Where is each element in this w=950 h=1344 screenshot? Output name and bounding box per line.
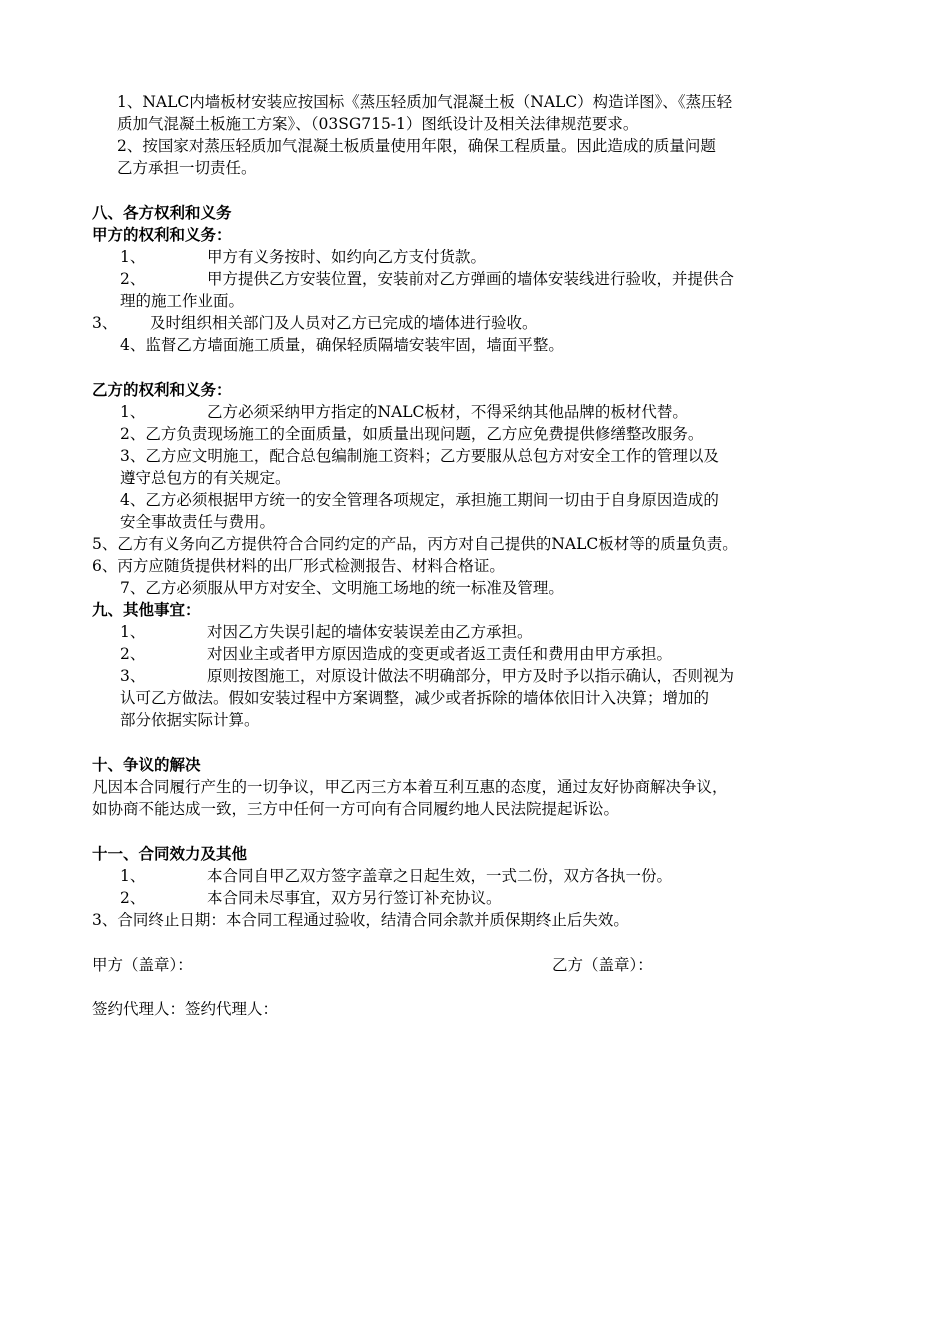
validity-item-1-number: 1、 [120,867,146,885]
other-item-2-number: 2、 [120,645,146,663]
party-a-item-3-number: 3、 [92,314,118,332]
party-b-item-4-continuation: 安全事故责任与费用。 [120,513,276,531]
other-item-3-text: 原则按图施工，对原设计做法不明确部分，甲方及时予以指示确认，否则视为 [207,667,735,685]
validity-item-2-text: 本合同未尽事宜，双方另行签订补充协议。 [207,889,502,907]
party-b-item-7: 7、乙方必须服从甲方对安全、文明施工场地的统一标准及管理。 [120,579,564,597]
other-item-2-text: 对因业主或者甲方原因造成的变更或者返工责任和费用由甲方承担。 [207,645,673,663]
party-a-seal-label: 甲方（盖章）： [92,956,193,974]
signing-agents-label: 签约代理人：签约代理人： [92,1000,279,1018]
dispute-paragraph-line-1: 凡因本合同履行产生的一切争议，甲乙丙三方本着互利互惠的态度，通过友好协商解决争议， [92,778,728,796]
section-8-heading: 八、各方权利和义务 [92,204,232,222]
party-a-item-2-text: 甲方提供乙方安装位置，安装前对乙方弹画的墙体安装线进行验收，并提供合 [207,270,735,288]
party-b-item-1-text: 乙方必须采纳甲方指定的NALC板材，不得采纳其他品牌的板材代替。 [207,403,688,421]
party-b-item-2: 2、乙方负责现场施工的全面质量，如质量出现问题，乙方应免费提供修缮整改服务。 [120,425,704,443]
party-b-item-3: 3、乙方应文明施工，配合总包编制施工资料；乙方要服从总包方对安全工作的管理以及 [120,447,719,465]
party-a-item-3-text: 及时组织相关部门及人员对乙方已完成的墙体进行验收。 [150,314,538,332]
party-b-item-5: 5、乙方有义务向乙方提供符合合同约定的产品，丙方对自己提供的NALC板材等的质量负责。 [92,535,738,553]
party-a-item-4: 4、监督乙方墙面施工质量，确保轻质隔墙安装牢固，墙面平整。 [120,336,564,354]
party-b-seal-label: 乙方（盖章）： [552,956,653,974]
other-item-3-continuation-1: 认可乙方做法。假如安装过程中方案调整，减少或者拆除的墙体依旧计入决算；增加的 [120,689,710,707]
validity-item-1-text: 本合同自甲乙双方签字盖章之日起生效，一式二份，双方各执一份。 [207,867,673,885]
section-9-heading: 九、其他事宜： [92,601,201,619]
other-item-1-number: 1、 [120,623,146,641]
other-item-3-continuation-2: 部分依据实际计算。 [120,711,260,729]
intro-line-2: 质加气混凝土板施工方案》、（03SG715-1）图纸设计及相关法律规范要求。 [117,115,639,133]
party-a-duties-heading: 甲方的权利和义务： [92,226,232,244]
party-b-item-1-number: 1、 [120,403,146,421]
party-b-item-4: 4、乙方必须根据甲方统一的安全管理各项规定，承担施工期间一切由于自身原因造成的 [120,491,719,509]
party-a-item-1-text: 甲方有义务按时、如约向乙方支付货款。 [207,248,487,266]
party-b-duties-heading: 乙方的权利和义务： [92,381,232,399]
section-10-heading: 十、争议的解决 [92,756,201,774]
party-a-item-2-number: 2、 [120,270,146,288]
other-item-3-number: 3、 [120,667,146,685]
intro-line-4: 乙方承担一切责任。 [117,159,257,177]
other-item-1-text: 对因乙方失误引起的墙体安装误差由乙方承担。 [207,623,533,641]
party-b-item-3-continuation: 遵守总包方的有关规定。 [120,469,291,487]
validity-item-3: 3、合同终止日期：本合同工程通过验收，结清合同余款并质保期终止后失效。 [92,911,629,929]
intro-line-1: 1、NALC内墙板材安装应按国标《蒸压轻质加气混凝土板（NALC）构造详图》、《蒸压轻 [117,93,733,111]
dispute-paragraph-line-2: 如协商不能达成一致，三方中任何一方可向有合同履约地人民法院提起诉讼。 [92,800,620,818]
validity-item-2-number: 2、 [120,889,146,907]
party-a-item-2-continuation: 理的施工作业面。 [120,292,245,310]
party-a-item-1-number: 1、 [120,248,146,266]
intro-line-3: 2、按国家对蒸压轻质加气混凝土板质量使用年限，确保工程质量。因此造成的质量问题 [117,137,716,155]
section-11-heading: 十一、合同效力及其他 [92,845,248,863]
party-b-item-6: 6、丙方应随货提供材料的出厂形式检测报告、材料合格证。 [92,557,505,575]
